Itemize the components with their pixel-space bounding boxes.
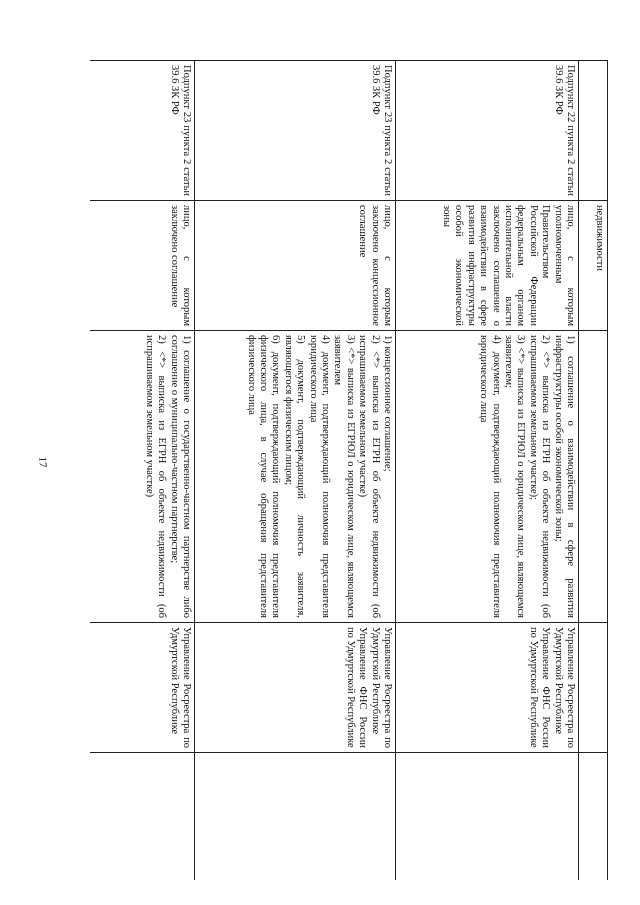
document-item: 1) соглашение о государственно-частном партнерстве либо соглашение о муниципально-частном партнерстве; [168, 335, 192, 618]
cell-empty [90, 753, 195, 881]
documents-cell [195, 331, 396, 623]
table-continuation-row [579, 61, 608, 881]
document-item: 2) <*> выписка из ЕГРН об объекте недвижимости (об испрашиваемом земельном участке); [527, 335, 552, 618]
documents-table [90, 60, 608, 880]
documents-cell [90, 331, 195, 623]
cell-empty [195, 753, 396, 881]
cell-empty [579, 753, 608, 881]
applicant-cell: лицо, с которым заключено концессионное соглашение [195, 201, 396, 331]
document-item: 1) соглашение о взаимодействии в сфере развития инфраструктуры особой экономической зоны; [552, 335, 576, 618]
documents-cell [396, 331, 579, 623]
cell-empty [396, 753, 579, 881]
rotated-page-content [90, 60, 608, 880]
document-item: 6) документ, подтверждающий полномочия представителя физического лица, в случае обращения представителя физического лица [245, 335, 282, 618]
page-number: 17 [36, 456, 49, 468]
document-item: 5) документ, подтверждающий личность заявителя, являющегося физическим лицом; [282, 335, 307, 618]
authority-item: Управление ФНС России по Удмуртской Республике [527, 627, 552, 748]
cell-empty [579, 61, 608, 201]
document-item: 1) концессионное соглашение; [382, 335, 393, 472]
applicant-cell: лицо, с которым уполномоченным Правительством Российской Федерации федеральным органом исполнительной власти заключено соглашение о взаимодействии в сфере развития инфраструктуры особой экономической зоны [396, 201, 579, 331]
table-row [396, 61, 579, 881]
document-item: 3) <*> выписка из ЕГРЮЛ о юридическом лице, являющемся заявителем [332, 335, 356, 618]
cell-continuation-text: недвижимости [579, 201, 608, 331]
cell-empty [579, 623, 608, 753]
legal-basis-cell: Подпункт 23 пункта 2 статьи 39.6 ЗК РФ [90, 61, 195, 201]
document-item: 4) документ, подтверждающий полномочия представителя юридического лица [307, 335, 331, 618]
applicant-cell: лицо, с которым заключено соглашение [90, 201, 195, 331]
legal-basis-cell: Подпункт 23 пункта 2 статьи 39.6 ЗК РФ [195, 61, 396, 201]
document-item: 2) <*> выписка из ЕГРН об объекте недвижимости (об испрашиваемом земельном участке) [143, 335, 168, 618]
authority-cell [90, 623, 195, 753]
table-row [90, 61, 195, 881]
legal-basis-cell: Подпункт 22 пункта 2 статьи 39.6 ЗК РФ [396, 61, 579, 201]
authority-item: Управление Росреестра по Удмуртской Республике [369, 627, 393, 748]
authority-item: Управление Росреестра по Удмуртской Республике [552, 627, 576, 748]
cell-empty [579, 331, 608, 623]
document-item: 3) <*> выписка из ЕГРЮЛ о юридическом лице, являющемся заявителем; [502, 335, 527, 618]
authority-item: Управление ФНС России по Удмуртской Республике [344, 627, 369, 748]
authority-cell [396, 623, 579, 753]
table-row [195, 61, 396, 881]
rotated-table-area [90, 60, 608, 880]
authority-item: Управление Росреестра по Удмуртской Республике [168, 627, 192, 748]
document-item: 4) документ, подтверждающий полномочия представителя юридического лица [478, 335, 502, 618]
authority-cell [195, 623, 396, 753]
document-item: 2) <*> выписка из ЕГРН об объекте недвижимости (об испрашиваемом земельном участке) [357, 335, 381, 618]
